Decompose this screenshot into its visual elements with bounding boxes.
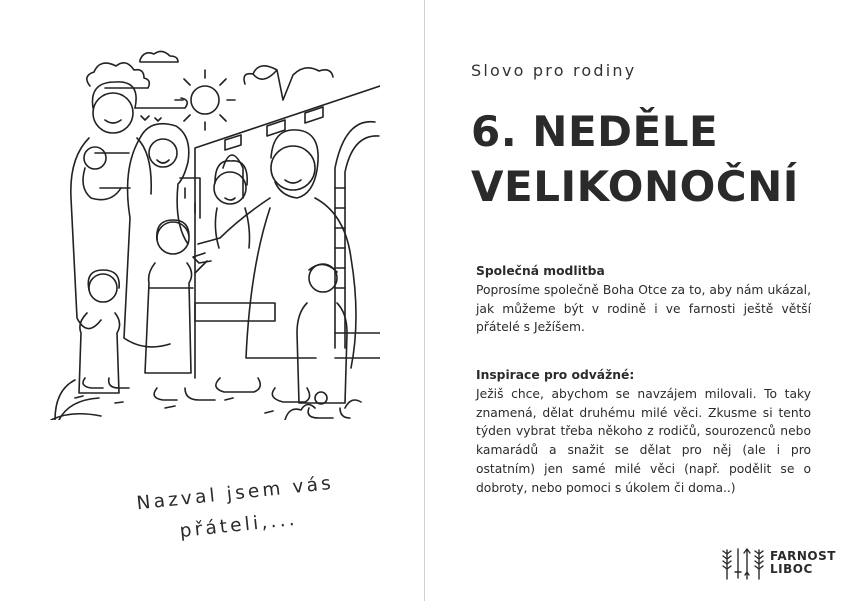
section-heading: Společná modlitba bbox=[476, 264, 605, 278]
logo-line-2: LIBOC bbox=[770, 562, 813, 576]
caption-line-1: Nazval jsem vás bbox=[135, 472, 335, 515]
left-page bbox=[0, 0, 424, 601]
caption-line-2: přáteli,... bbox=[178, 508, 299, 543]
title-line-1: 6. NEDĚLE bbox=[471, 107, 719, 156]
logo-line-1: FARNOST bbox=[770, 549, 836, 563]
coloring-illustration bbox=[45, 48, 380, 420]
section-prayer bbox=[476, 262, 811, 337]
page-title bbox=[471, 104, 799, 214]
parish-logo bbox=[720, 546, 836, 580]
wheat-sword-arrow-wheat-icon bbox=[720, 546, 766, 580]
section-heading: Inspirace pro odvážné: bbox=[476, 368, 635, 382]
right-page bbox=[425, 0, 850, 601]
title-line-2: VELIKONOČNÍ bbox=[471, 162, 799, 211]
section-text: Poprosíme společně Boha Otce za to, aby nám ukázal, jak můžeme být v rodině i ve farnosti ještě větší přátelé s Ježíšem. bbox=[476, 282, 811, 335]
illustration-caption bbox=[89, 463, 384, 557]
section-text: Ježiš chce, abychom se navzájem milovali. To taky znamená, dělat druhému milé věci. Zkusme si tento týden vybrat třeba někoho z rodičů, sourozenců nebo kamarádů a snažit se dělat pro něj (ale i pro ostatním) jen samé milé věci (např. podělit se o dobroty, nebo pomoci s úkolem či doma..) bbox=[476, 386, 811, 495]
section-inspiration bbox=[476, 366, 811, 498]
logo-text bbox=[770, 550, 836, 576]
kicker: Slovo pro rodiny bbox=[471, 61, 637, 80]
